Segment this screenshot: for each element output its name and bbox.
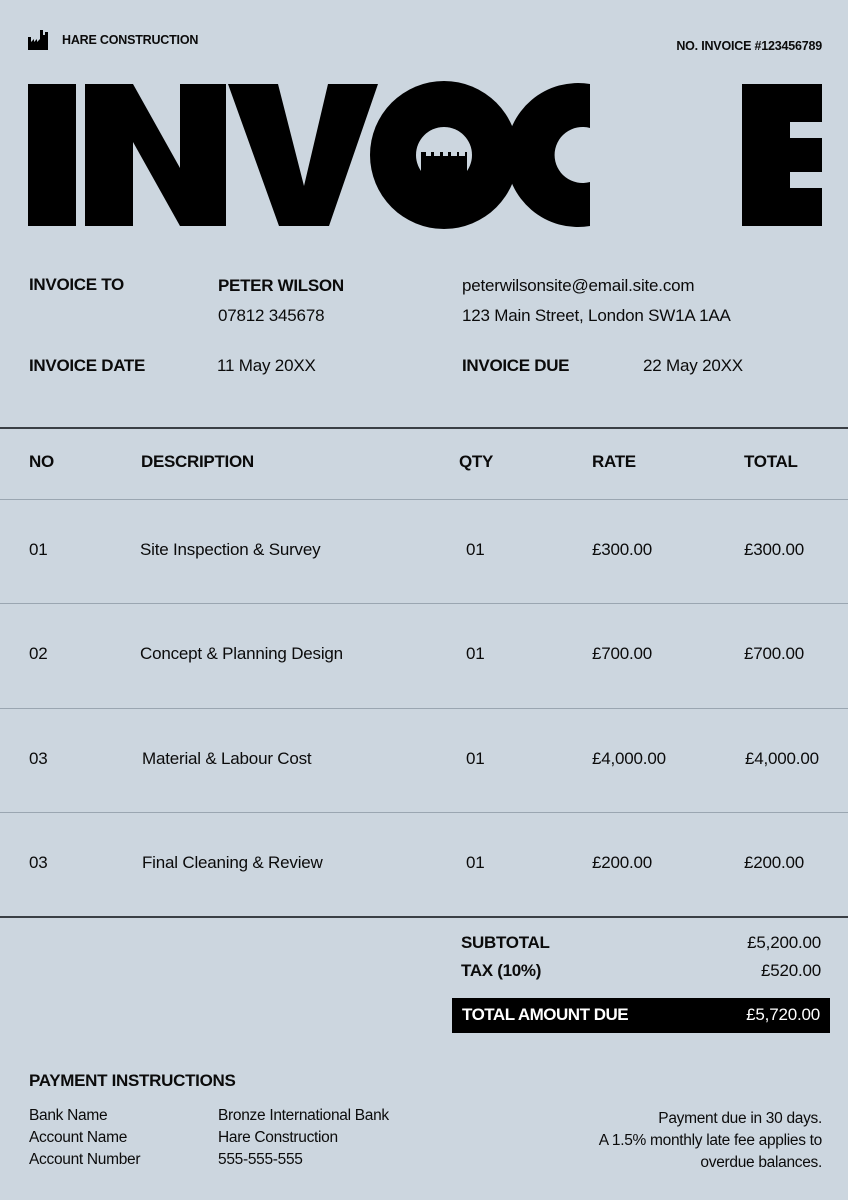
row-description: Final Cleaning & Review	[142, 853, 323, 872]
row-no: 01	[29, 540, 48, 559]
client-address: 123 Main Street, London SW1A 1AA	[462, 306, 731, 325]
invoice-date-label: INVOICE DATE	[29, 356, 146, 375]
row-description: Site Inspection & Survey	[140, 540, 321, 559]
row-qty: 01	[466, 540, 485, 559]
account-name: Hare Construction	[218, 1129, 338, 1146]
row-description: Concept & Planning Design	[140, 644, 343, 663]
invoice-number: NO. INVOICE #123456789	[676, 39, 822, 53]
account-number-label: Account Number	[29, 1151, 141, 1168]
bank-name-label: Bank Name	[29, 1107, 108, 1124]
row-total: £300.00	[744, 540, 805, 559]
client-name: PETER WILSON	[218, 276, 344, 295]
payment-instructions-title: PAYMENT INSTRUCTIONS	[29, 1071, 236, 1090]
col-header-total: TOTAL	[744, 452, 798, 471]
col-header-rate: RATE	[592, 452, 636, 471]
row-divider	[0, 708, 848, 709]
account-name-label: Account Name	[29, 1129, 128, 1146]
row-description: Material & Labour Cost	[142, 749, 312, 768]
row-qty: 01	[466, 644, 485, 663]
row-no: 02	[29, 644, 48, 663]
row-divider	[0, 812, 848, 813]
row-divider	[0, 603, 848, 604]
factory-icon	[28, 30, 50, 50]
subtotal-label: SUBTOTAL	[461, 933, 550, 952]
row-total: £200.00	[744, 853, 805, 872]
company-name: HARE CONSTRUCTION	[62, 33, 199, 47]
payment-terms-line: Payment due in 30 days.	[658, 1110, 822, 1127]
invoice-to-label: INVOICE TO	[29, 275, 124, 294]
row-total: £700.00	[744, 644, 805, 663]
table-top-rule	[0, 427, 848, 429]
invoice-due-date: 22 May 20XX	[643, 356, 743, 375]
invoice-due-label: INVOICE DUE	[462, 356, 570, 375]
col-header-no: NO	[29, 452, 54, 471]
bank-name: Bronze International Bank	[218, 1107, 389, 1124]
client-phone: 07812 345678	[218, 306, 325, 325]
total-amount-bar	[452, 998, 830, 1033]
payment-terms-note	[522, 1108, 822, 1174]
table-bottom-rule	[0, 916, 848, 918]
tax-label: TAX (10%)	[461, 961, 542, 980]
payment-terms-line: overdue balances.	[700, 1154, 822, 1171]
account-number: 555-555-555	[218, 1151, 303, 1168]
row-rate: £700.00	[592, 644, 653, 663]
row-rate: £300.00	[592, 540, 653, 559]
invoice-title	[28, 80, 822, 230]
row-total: £4,000.00	[745, 749, 819, 768]
row-rate: £4,000.00	[592, 749, 666, 768]
tax-value: £520.00	[760, 961, 821, 980]
row-qty: 01	[466, 749, 485, 768]
invoice-date: 11 May 20XX	[217, 356, 316, 375]
row-no: 03	[29, 749, 48, 768]
row-no: 03	[29, 853, 48, 872]
payment-terms-line: A 1.5% monthly late fee applies to	[598, 1132, 822, 1149]
total-amount-value: £5,720.00	[746, 1005, 820, 1024]
client-email: peterwilsonsite@email.site.com	[462, 276, 695, 295]
header-divider	[0, 499, 848, 500]
row-rate: £200.00	[592, 853, 653, 872]
col-header-description: DESCRIPTION	[141, 452, 254, 471]
total-amount-label: TOTAL AMOUNT DUE	[462, 1005, 629, 1024]
subtotal-value: £5,200.00	[747, 933, 821, 952]
row-qty: 01	[466, 853, 485, 872]
col-header-qty: QTY	[459, 452, 494, 471]
